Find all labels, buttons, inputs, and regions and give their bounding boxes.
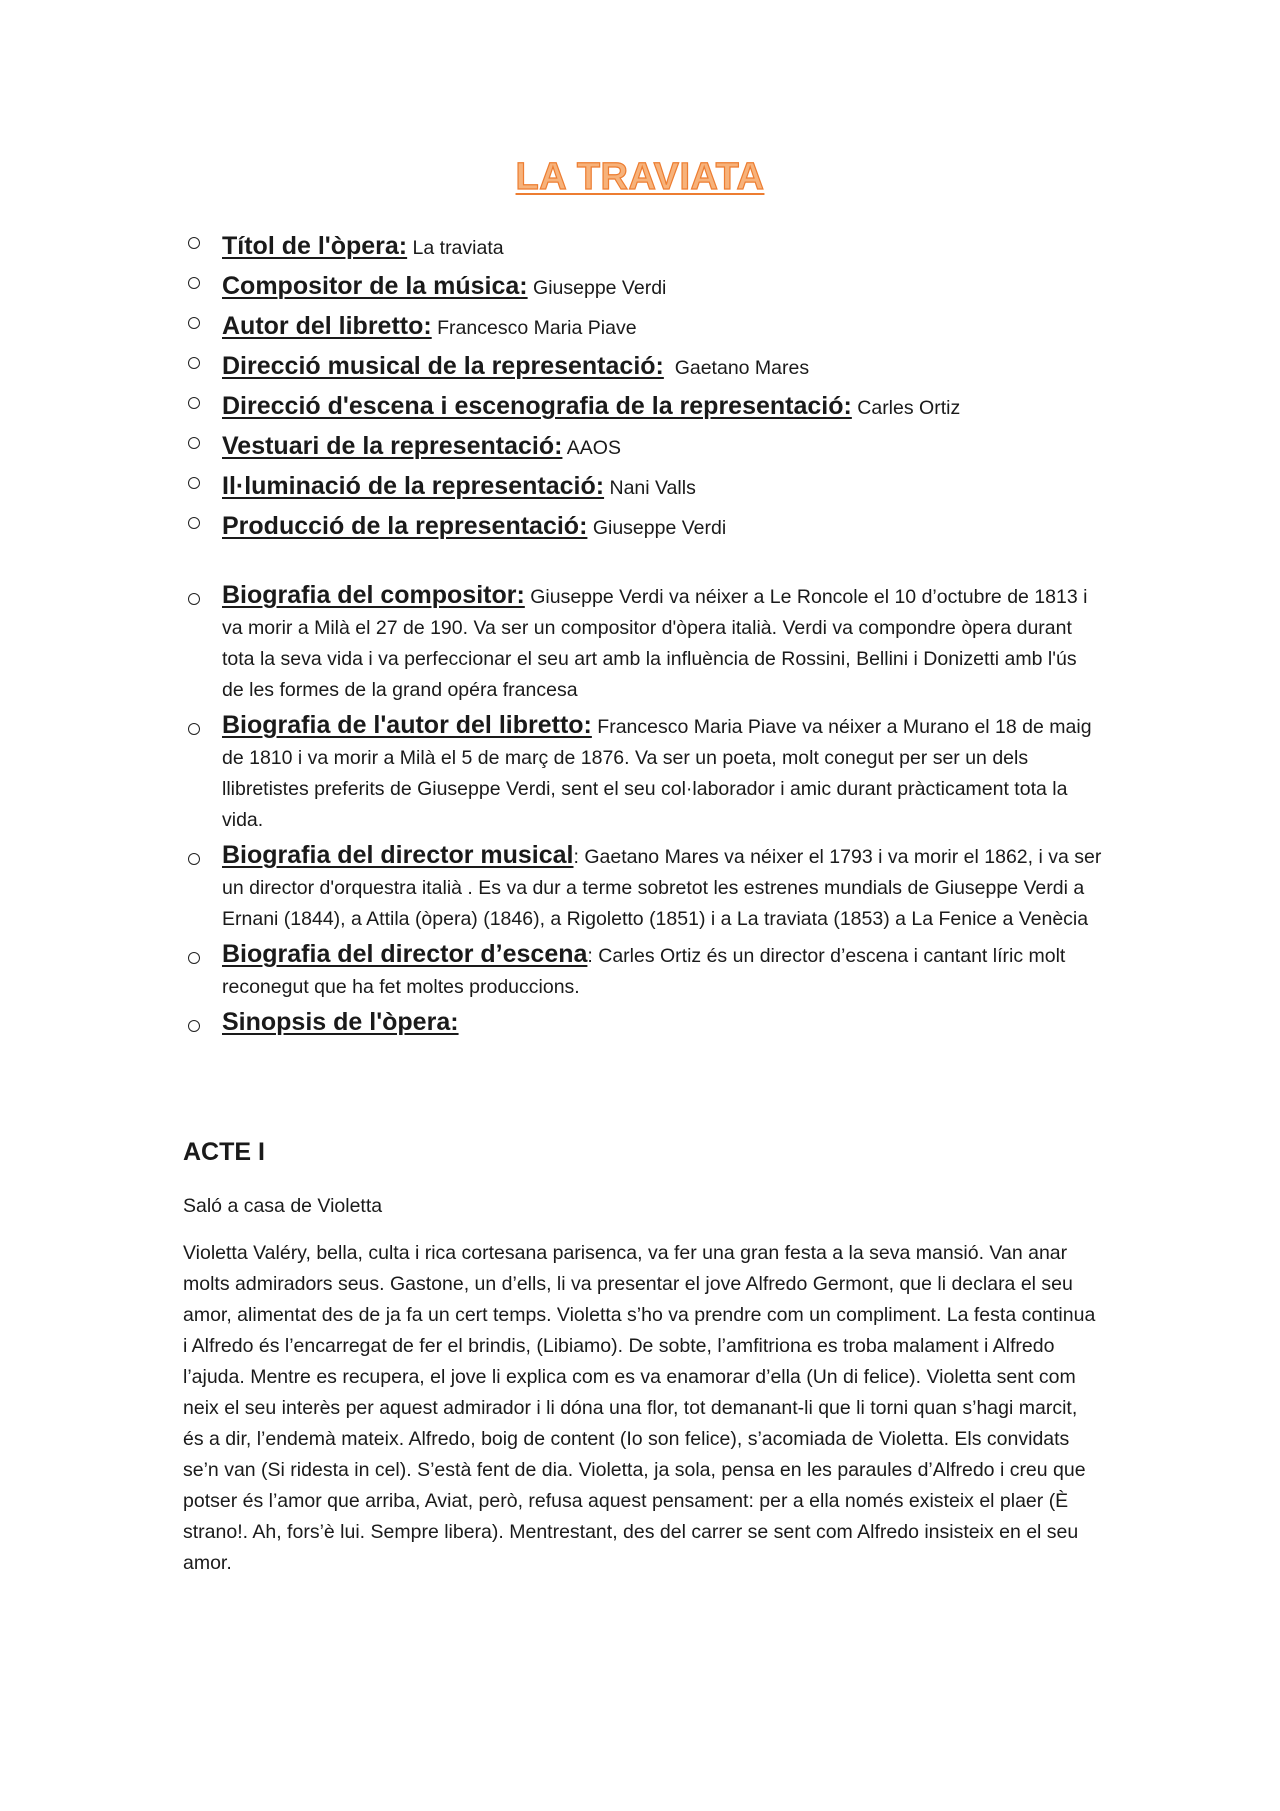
list-item — [222, 939, 1102, 1003]
item-label: Títol de l'òpera: — [222, 232, 408, 260]
item-label: Autor del libretto: — [222, 312, 432, 340]
item-label: Sinopsis de l'òpera: — [222, 1008, 459, 1036]
list-item — [222, 270, 1102, 310]
item-text: Giuseppe Verdi va néixer a Le Roncole el 10 d’octubre de 1813 i va morir a Milà el 27 de 190. Va ser un compositor d'òpera italià. Verdi va compondre òpera durant tota la seva vida i va perfeccionar el seu art amb la influència de Rossini, Bellini i Donizetti amb l'ús de les formes de la grand opéra francesa — [222, 586, 1088, 701]
list-item — [222, 470, 1102, 510]
item-text: : Carles Ortiz és un director d’escena i cantant líric molt reconegut que ha fet moltes produccions. — [222, 945, 1066, 998]
item-label: Producció de la representació: — [222, 512, 588, 540]
item-label: Compositor de la música: — [222, 272, 528, 300]
item-value: Carles Ortiz — [851, 397, 961, 419]
bullet-circle-icon — [188, 397, 200, 409]
synopsis-paragraph: Violetta Valéry, bella, culta i rica cortesana parisenca, va fer una gran festa a la seva mansió. Van anar molts admiradors seus. Gastone, un d’ells, li va presentar el jove Alfredo Germont, que li declara el seu amor, alimentat des de ja fa un cert temps. Violetta s’ho va prendre com un compliment. La festa continua i Alfredo és l’encarregat de fer el brindis, (Libiamo). De sobte, l’amfitriona es troba malament i Alfredo l’ajuda. Mentre es recupera, el jove li explica com es va enamorar d’ella (Un di felice). Violetta sent com neix el seu interès per aquest admirador i li dóna una flor, tot demanant-li que li torni quan s’hagi marcit, és a dir, l’endemà mateix. Alfredo, boig de content (Io son felice), s’acomiada de Violetta. Els convidats se’n van (Si ridesta in cel). S’està fent de dia. Violetta, ja sola, pensa en les paraules d’Alfredo i creu que potser és l’amor que arriba, Aviat, però, refusa aquest pensament: per a ella només existeix el plaer (È strano!. Ah, fors’è lui. Sempre libera). Mentrestant, des del carrer se sent com Alfredo insisteix en el seu amor. — [183, 1242, 1096, 1574]
bullet-circle-icon — [188, 477, 200, 489]
list-item — [222, 430, 1102, 470]
item-label: Biografia del director musical — [222, 841, 574, 869]
list-item — [222, 1007, 1102, 1041]
bullet-circle-icon — [188, 237, 200, 249]
item-label: Direcció d'escena i escenografia de la representació: — [222, 392, 852, 420]
list-item — [222, 510, 1102, 550]
item-value: Francesco Maria Piave — [431, 317, 637, 339]
bullet-circle-icon — [188, 437, 200, 449]
list-item — [222, 350, 1102, 390]
item-text: Francesco Maria Piave va néixer a Murano el 18 de maig de 1810 i va morir a Milà el 5 de març de 1876. Va ser un poeta, molt conegut per ser un dels llibretistes preferits de Giuseppe Verdi, sent el seu col·laborador i amic durant pràcticament tota la vida. — [222, 716, 1092, 831]
item-value: Nani Valls — [604, 477, 696, 499]
item-value: Giuseppe Verdi — [587, 517, 727, 539]
item-text: : Gaetano Mares va néixer el 1793 i va morir el 1862, i va ser un director d'orquestra italià . Es va dur a terme sobretot les estrenes mundials de Giuseppe Verdi a Ernani (1844), a Attila (òpera) (1846), a Rigoletto (1851) i a La traviata (1853) a La Fenice a Venècia — [222, 846, 1102, 930]
biography-list — [222, 580, 1102, 1041]
bullet-circle-icon — [188, 277, 200, 289]
bullet-circle-icon — [188, 853, 200, 865]
bullet-circle-icon — [188, 1020, 200, 1032]
list-item — [222, 310, 1102, 350]
opera-info-list — [222, 230, 1102, 550]
list-item — [222, 390, 1102, 430]
item-label: Direcció musical de la representació: — [222, 352, 664, 380]
item-value: Gaetano Mares — [663, 357, 810, 379]
bullet-circle-icon — [188, 952, 200, 964]
item-label: Biografia del compositor: — [222, 581, 525, 609]
list-item — [222, 840, 1102, 935]
bullet-circle-icon — [188, 517, 200, 529]
list-item — [222, 710, 1102, 836]
item-value: Giuseppe Verdi — [527, 277, 667, 299]
document-title: LA TRAVIATA — [515, 156, 765, 198]
bullet-circle-icon — [188, 357, 200, 369]
bullet-circle-icon — [188, 593, 200, 605]
item-label: Biografia de l'autor del libretto: — [222, 711, 592, 739]
item-label: Il·luminació de la representació: — [222, 472, 605, 500]
list-item — [222, 230, 1102, 270]
act-heading: ACTE I — [183, 1138, 265, 1166]
scene-subtitle: Saló a casa de Violetta — [183, 1195, 383, 1217]
item-label: Vestuari de la representació: — [222, 432, 563, 460]
item-value: AAOS — [562, 437, 621, 459]
item-value: La traviata — [407, 237, 504, 259]
list-item — [222, 580, 1102, 706]
item-label: Biografia del director d’escena — [222, 940, 588, 968]
bullet-circle-icon — [188, 723, 200, 735]
bullet-circle-icon — [188, 317, 200, 329]
